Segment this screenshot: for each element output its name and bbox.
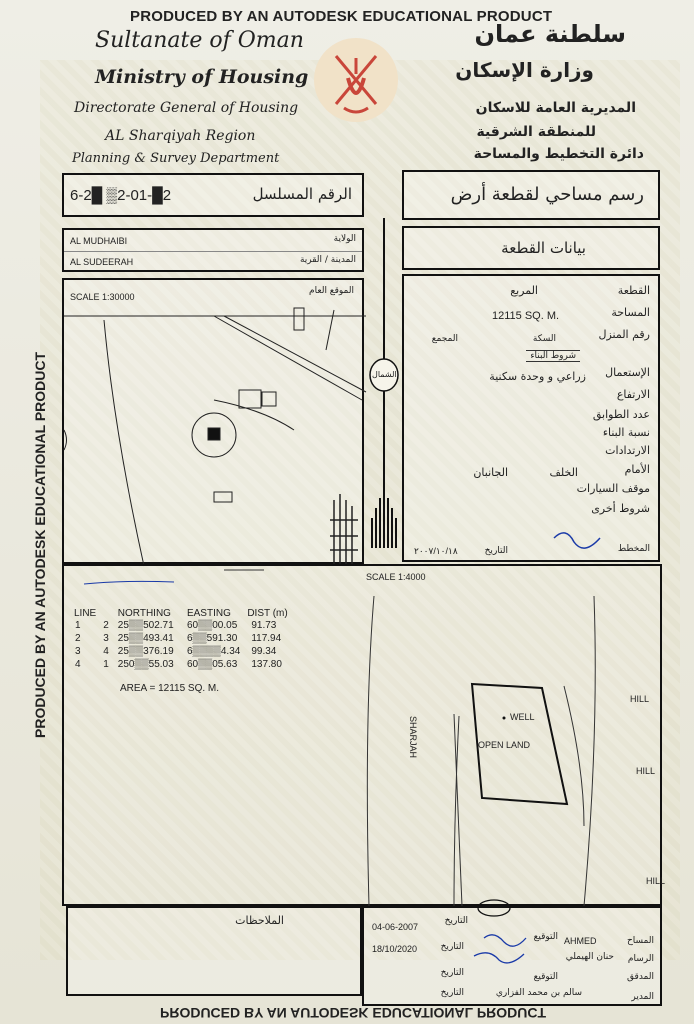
side-watermark: PRODUCED BY AN AUTODESK EDUCATIONAL PRODUCT [32, 351, 48, 738]
coords-header-line: LINE [74, 608, 97, 619]
directorate-ar: المديرية العامة للاسكان [475, 100, 636, 116]
doc-title: رسم مساحي لقطعة أرض [450, 184, 644, 205]
ratio-label: نسبة البناء [602, 426, 650, 439]
north-arrow-icon [366, 218, 402, 568]
road-label: SHARJAH [408, 716, 418, 759]
wilayat-value: AL MUDHAIBI [70, 236, 128, 246]
table-row [74, 632, 294, 645]
cell: 250▒▒55.03 [117, 659, 174, 670]
cell: 4 [75, 659, 81, 670]
oman-emblem [314, 38, 398, 122]
serial-label: الرقم المسلسل [252, 185, 352, 203]
ministry-ar: وزارة الإسكان [455, 58, 594, 82]
hill-label-3: HILL [646, 876, 666, 886]
parking-label: موقف السيارات [576, 482, 650, 495]
hill-label-1: HILL [630, 694, 650, 704]
key-map-box [62, 278, 364, 564]
wilayat-label: الولاية [333, 234, 356, 244]
cell: 60▒▒00.05 [186, 620, 238, 631]
key-map-label: الموقع العام [309, 286, 354, 296]
plot-label: القطعة [617, 284, 650, 297]
signatures-box [362, 906, 662, 1006]
checker-date-label: التاريخ [440, 968, 464, 978]
region-ar: للمنطقة الشرقية [476, 124, 596, 140]
coords-header-dist: DIST (m) [247, 608, 288, 619]
dept-en: Planning & Survey Department [72, 151, 280, 166]
location-box [62, 228, 364, 272]
director-date-label: التاريخ [440, 988, 464, 998]
cell: 6▒▒▒▒4.34 [186, 646, 241, 657]
area-label: المساحة [611, 306, 650, 319]
open-land-label: OPEN LAND [478, 740, 531, 750]
cell: 25▒▒493.41 [117, 633, 174, 644]
cell: 2 [103, 620, 109, 631]
coords-area: AREA = 12115 SQ. M. [120, 683, 220, 694]
building-conditions: شروط البناء [526, 350, 580, 362]
serial-box [62, 173, 364, 217]
doc-title-box [402, 170, 660, 220]
key-map-drawing [64, 280, 366, 566]
surveyor-name: AHMED [564, 936, 597, 946]
table-row [74, 658, 294, 671]
square-label: المربع [510, 284, 538, 297]
directorate-en: Directorate General of Housing [74, 100, 299, 116]
area-value: 12115 SQ. M. [492, 310, 560, 322]
cell: 60▒▒05.63 [186, 659, 238, 670]
drafter-label: الرسام [627, 954, 654, 964]
use-label: الإستعمال [605, 366, 650, 379]
coords-header-row [74, 608, 294, 619]
coordinates-table [74, 608, 294, 671]
hill-label-2: HILL [636, 766, 656, 776]
north-arrow [366, 218, 402, 568]
drafter-name: حنان الهيملي [565, 952, 614, 962]
key-map-scale: SCALE 1:30000 [70, 292, 135, 302]
table-row [74, 645, 294, 658]
complex-label: المجمع [431, 334, 458, 344]
bottom-watermark: PRODUCED BY AN AUTODESK EDUCATIONAL PRODUCT [160, 1005, 547, 1021]
cell: 117.94 [251, 633, 282, 644]
city-value: AL SUDEERAH [70, 257, 134, 267]
surveyor-sign-label: التوقيع [533, 932, 558, 942]
serial-value: 6-2█ ▒2-01-█2 [70, 187, 172, 204]
height-label: الارتفاع [616, 388, 650, 401]
cell: 137.80 [251, 659, 282, 670]
floors-label: عدد الطوابق [592, 408, 650, 421]
planner-signature [404, 276, 662, 564]
notes-label: الملاحظات [235, 914, 284, 927]
map-scale: SCALE 1:4000 [366, 572, 426, 582]
setbacks-label: الارتدادات [605, 444, 650, 457]
cell: 2 [75, 633, 81, 644]
surveyor-date-label: التاريخ [444, 916, 468, 926]
plot-info-box [402, 274, 660, 562]
notes-box [66, 906, 362, 996]
cell: 25▒▒376.19 [117, 646, 174, 657]
north-label: الشمال [372, 370, 397, 379]
coords-header-northing: NORTHING [117, 608, 171, 619]
sides-label: الجانبان [473, 466, 508, 479]
cell: 1 [103, 659, 109, 670]
cell: 6▒▒591.30 [186, 633, 238, 644]
use-value: زراعي و وحدة سكنية [489, 370, 586, 383]
cell: 91.73 [251, 620, 277, 631]
director-label: المدير [631, 992, 654, 1002]
coords-header-easting: EASTING [186, 608, 231, 619]
dept-ar: دائرة التخطيط والمساحة [473, 146, 644, 162]
region-en: AL Sharqiyah Region [105, 128, 256, 144]
date-value: ٢٠٠٧/١٠/١٨ [414, 546, 458, 556]
plot-data-title-box [402, 226, 660, 270]
surveyor-date: 04-06-2007 [372, 922, 419, 932]
surveyor-label: المساح [626, 936, 654, 946]
checker-sign-label: التوقيع [533, 972, 558, 982]
checker-label: المدقق [627, 972, 654, 982]
cell: 99.34 [251, 646, 277, 657]
signature-scribbles [364, 908, 664, 1008]
other-label: شروط أخرى [591, 502, 650, 515]
country-ar: سلطنة عمان [474, 20, 626, 48]
house-label: رقم المنزل [598, 328, 650, 341]
top-watermark: PRODUCED BY AN AUTODESK EDUCATIONAL PRODUCT [130, 8, 553, 25]
back-label: الخلف [549, 466, 578, 479]
cell: 1 [75, 620, 81, 631]
emblem-icon [314, 38, 398, 122]
date-label: التاريخ [484, 546, 508, 556]
ministry-en: Ministry of Housing [95, 66, 309, 88]
cell: 4 [103, 646, 109, 657]
planner-label: المخطط [617, 544, 650, 554]
cell: 3 [75, 646, 81, 657]
cell: 25▒▒502.71 [117, 620, 174, 631]
street-label: السكة [532, 334, 556, 344]
checker-name: سالم بن محمد الفزاري [495, 988, 582, 998]
drafter-date-label: التاريخ [440, 942, 464, 952]
cell: 3 [103, 633, 109, 644]
plot-data-title: بيانات القطعة [501, 239, 586, 257]
well-label: WELL [510, 712, 535, 722]
front-label: الأمام [624, 463, 650, 476]
country-en: Sultanate of Oman [95, 28, 304, 53]
drafter-date: 18/10/2020 [372, 944, 418, 954]
table-row [74, 619, 294, 632]
city-label: المدينة / القرية [299, 255, 356, 265]
